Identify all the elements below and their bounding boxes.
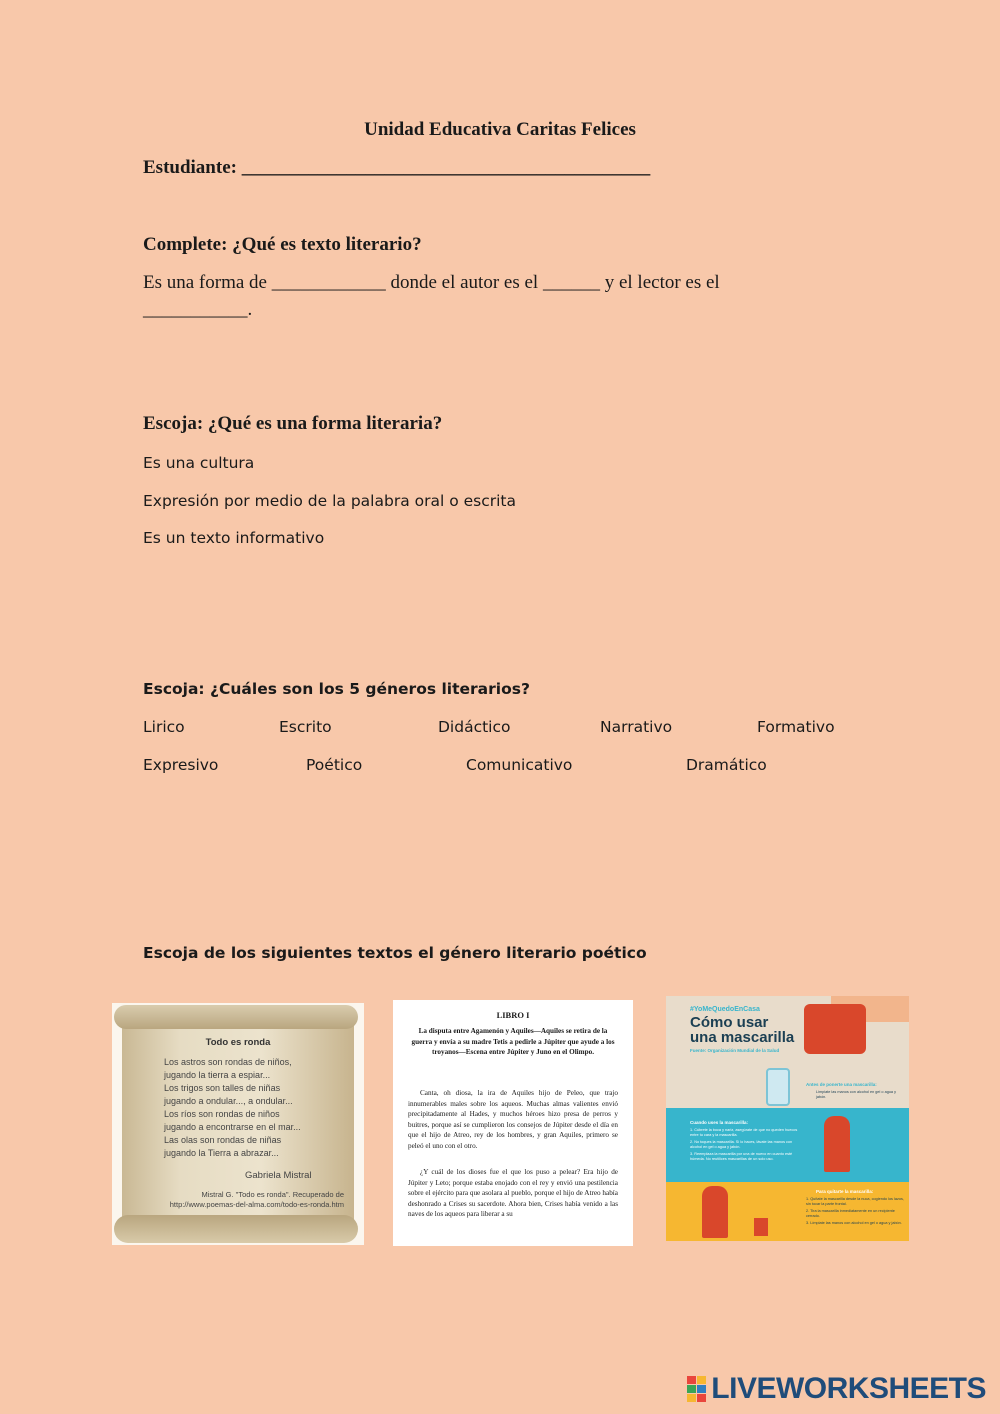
- genre-option[interactable]: Lirico: [143, 718, 185, 736]
- poem-reference-url: http://www.poemas-del-alma.com/todo-es-ronda.htm: [169, 1200, 344, 1209]
- poem-line: jugando la Tierra a abrazar...: [164, 1148, 279, 1158]
- school-name: Unidad Educativa Caritas Felices: [364, 119, 636, 140]
- poem-line: Los ríos son rondas de niños: [164, 1109, 280, 1119]
- poem-line: Las olas son rondas de niñas: [164, 1135, 282, 1145]
- poem-line: Los astros son rondas de niños,: [164, 1057, 292, 1067]
- question-3-title: Escoja: ¿Cuáles son los 5 géneros literarios?: [143, 680, 530, 698]
- mask-icon: [804, 1004, 866, 1054]
- poem-line: jugando a ondular..., a ondular...: [164, 1096, 293, 1106]
- infographic-section-2-text: 2. No toques la mascarilla. Si lo haces, lávate las manos con alcohol en gel o agua y jabón.: [690, 1140, 793, 1149]
- genre-option[interactable]: Narrativo: [600, 718, 673, 736]
- logo-tiles-icon: [687, 1376, 707, 1402]
- infographic-section-1: Antes de ponerte una mascarilla:: [806, 1082, 877, 1087]
- poem-author: Gabriela Mistral: [245, 1170, 312, 1181]
- infographic-section-2-text: 1. Cúbrete la boca y nariz, asegúrate de que no queden huecos entre tu cara y la mascarilla.: [690, 1128, 798, 1137]
- liveworksheets-logo: [687, 1372, 986, 1406]
- genre-option[interactable]: Comunicativo: [466, 756, 573, 774]
- question-4-title: Escoja de los siguientes textos el género literario poético: [143, 944, 647, 962]
- book-title: LIBRO I: [496, 1010, 530, 1020]
- infographic-source: Fuente: Organización Mundial de la Salud: [690, 1048, 780, 1053]
- poem-line: jugando a encontrarse en el mar...: [164, 1122, 301, 1132]
- infographic-title-line-1: Cómo usar: [690, 1014, 769, 1031]
- book-page-image[interactable]: [393, 1000, 633, 1246]
- genre-option[interactable]: Dramático: [686, 756, 767, 774]
- infographic-title-line-2: una mascarilla: [690, 1029, 795, 1046]
- option-2[interactable]: Expresión por medio de la palabra oral o escrita: [143, 492, 516, 510]
- option-1[interactable]: Es una cultura: [143, 454, 255, 472]
- poem-scroll-image[interactable]: [112, 1003, 364, 1245]
- genre-option[interactable]: Formativo: [757, 718, 835, 736]
- infographic-section-3: Para quitarte la mascarilla:: [816, 1189, 874, 1194]
- infographic-section-3-text: 3. Límpiate las manos con alcohol en gel o agua y jabón.: [806, 1221, 902, 1225]
- poem-line: Los trigos son talles de niñas: [164, 1083, 281, 1093]
- trash-bin-icon: [754, 1218, 768, 1236]
- book-paragraph-1: Canta, oh diosa, la ira de Aquiles hijo de Peleo, que trajo innumerables males sobre los aqueos. Muchas almas valientes envió precipitadamente al Hades, y muchos héroes hizo presa de perros y buitres, porque así se cumplieron los consejos de Júpiter desde el día en que el hijo de Atreo, rey de los hombres, y gran Aquiles, primero se peleó el uno con el otro.: [408, 1089, 618, 1150]
- poem-reference: Mistral G. "Todo es ronda". Recuperado de: [201, 1190, 344, 1199]
- person-icon: [824, 1116, 850, 1172]
- infographic-section-2: Cuando uses la mascarilla:: [690, 1120, 749, 1125]
- infographic-title: [690, 1015, 794, 1045]
- question-1-text-line-1: Es una forma de ____________ donde el autor es el ______ y el lector es el: [143, 272, 720, 293]
- infographic-section-2-text: 3. Reemplaza la mascarilla por una de nuevo en cuanto esté húmeda. No reutilices mascarillas de un solo uso.: [690, 1152, 793, 1161]
- student-name-label: Estudiante: ___________________________________________: [143, 157, 651, 178]
- mask-infographic-image[interactable]: [666, 996, 909, 1241]
- infographic-hashtag: #YoMeQuedoEnCasa: [690, 1006, 760, 1013]
- infographic-section-3-text: 2. Tira la mascarilla inmediatamente en un recipiente cerrado.: [806, 1209, 895, 1218]
- question-2-title: Escoja: ¿Qué es una forma literaria?: [143, 413, 443, 434]
- person-icon: [702, 1186, 728, 1238]
- scroll-roll-bottom: [114, 1215, 358, 1243]
- book-paragraph-2: ¿Y cuál de los dioses fue el que los puso a pelear? Era hijo de Júpiter y Leto; porque estaba enojado con el rey y envió una pestilencia sobre el ejército para que asolara al pueblo, porque el hijo de Atreo había deshonrado a Crises su sacerdote. Ahora bien, Crises había venido a las naves de los aqueos para liberar a su: [408, 1168, 618, 1219]
- infographic-section-1-text: Limpiate las manos con alcohol en gel o agua y jabón.: [816, 1090, 896, 1099]
- logo-text: LIVEWORKSHEETS: [711, 1372, 986, 1405]
- scroll-roll-top: [114, 1005, 358, 1029]
- genre-option[interactable]: Poético: [306, 756, 363, 774]
- poem-line: jugando la tierra a espiar...: [164, 1070, 271, 1080]
- book-subtitle: La disputa entre Agamenón y Aquiles—Aquiles se retira de la guerra y envía a su madre Tetis a pedirle a Júpiter que ayude a los troyanos—Escena entre Júpiter y Juno en el Olimpo.: [411, 1027, 615, 1056]
- option-3[interactable]: Es un texto informativo: [143, 529, 325, 547]
- question-1-title: Complete: ¿Qué es texto literario?: [143, 234, 422, 255]
- genre-option[interactable]: Escrito: [279, 718, 332, 736]
- genre-option[interactable]: Didáctico: [438, 718, 511, 736]
- sanitizer-bottle-icon: [766, 1068, 790, 1106]
- poem-title: Todo es ronda: [205, 1037, 271, 1048]
- question-1-text-line-2: ___________.: [143, 299, 253, 320]
- infographic-section-3-text: 1. Quítate la mascarilla desde la nuca, cogiendo los lazos, sin tocar la parte frontal.: [806, 1197, 904, 1206]
- genre-option[interactable]: Expresivo: [143, 756, 219, 774]
